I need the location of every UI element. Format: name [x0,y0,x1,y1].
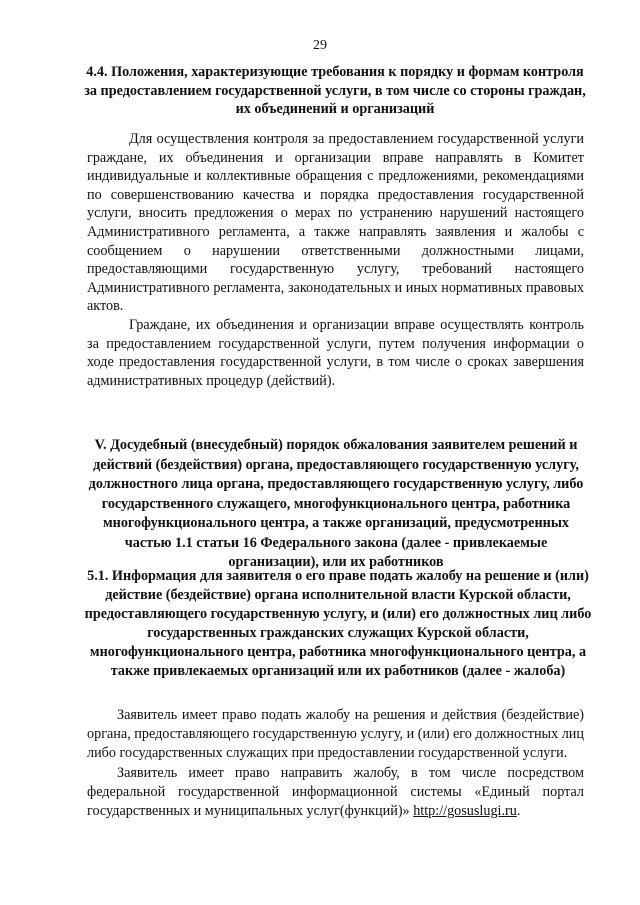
section-5-1-paragraph-2 [87,764,584,822]
page-number: 29 [313,38,327,53]
section-4-4-body [87,130,584,390]
section-5-1-heading: 5.1. Информация для заявителя о его праве подать жалобу на решение и (или) действие (бездействие) органа исполнительной власти Курской области, предоставляющего государственную услугу, и (или) его должностных лиц либо государственных гражданских служащих Курской области, многофункционального центра, работника многофункционального центра, а также привлекаемых организаций или их работников (далее - жалоба) [84,568,592,679]
section-v-heading: V. Досудебный (внесудебный) порядок обжалования заявителем решений и действий (бездействия) органа, предоставляющего государственную услугу, должностного лица органа, предоставляющего государственную услугу, либо государственного служащего, многофункционального центра, работника многофункционального центра, а также организаций, предусмотренных частью 1.1 статьи 16 Федерального закона (далее - привлекаемые организации), или их работников [88,437,584,570]
section-4-4-heading: 4.4. Положения, характеризующие требования к порядку и формам контроля за предоставлением государственной услуги, в том числе со стороны граждан, их объединений и организаций [84,64,586,117]
section-4-4-paragraph-1: Для осуществления контроля за предоставлением государственной услуги граждане, их объединения и организации вправе направлять в Комитет индивидуальные и коллективные обращения с предложениями, рекомендациями по совершенствованию качества и порядка предоставления государственной услуги, вносить предложения о мерах по устранению нарушений настоящего Административного регламента, а также направлять заявления и жалобы с сообщением о нарушении ответственными должностными лицами, предоставляющими государственную услугу, требований настоящего Административного регламента, законодательных и иных нормативных правовых актов. [87,131,584,315]
paragraph-2-text: Заявитель имеет право направить жалобу, в том числе посредством федеральной государственной информационной системы «Единый портал государственных и муниципальных услуг(функций)» [87,764,584,820]
gosuslugi-link[interactable]: http://gosuslugi.ru [413,803,517,820]
section-5-1-paragraph-1: Заявитель имеет право подать жалобу на решения и действия (бездействие) органа, предоставляющего государственную услугу, и (или) его должностных лиц либо государственных служащих при предоставлении государственной услуги. [87,707,584,762]
section-4-4-paragraph-2: Граждане, их объединения и организации вправе осуществлять контроль за предоставлением государственной услуги, путем получения информации о ходе предоставления государственной услуги, в том числе о сроках завершения административных процедур (действий). [87,316,584,389]
paragraph-2-end: . [516,803,521,820]
section-5-1-body [87,706,584,821]
